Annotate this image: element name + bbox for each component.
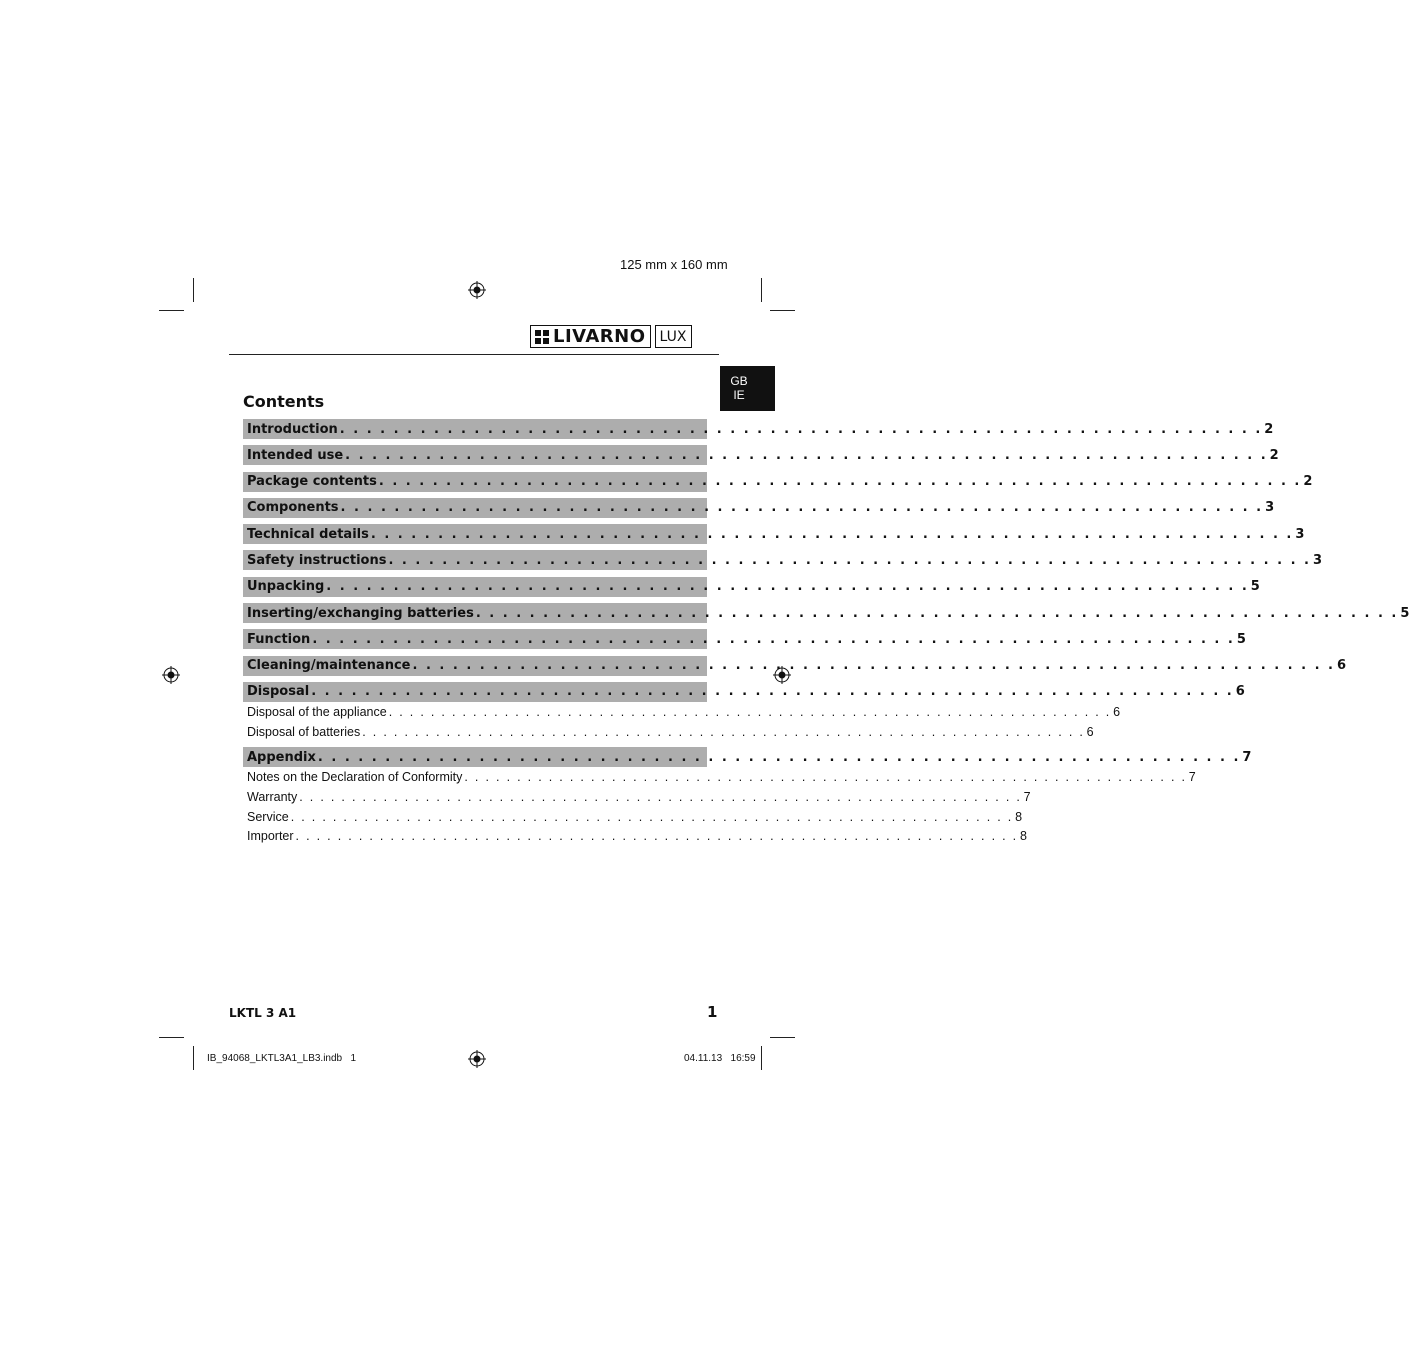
toc-subentry[interactable] bbox=[243, 767, 1196, 787]
toc-entry-label: Appendix bbox=[247, 749, 316, 765]
lang-code: IE bbox=[733, 388, 745, 402]
logo-text: LIVARNO bbox=[553, 325, 646, 347]
toc-entry-page: 7 bbox=[1242, 749, 1252, 765]
toc-entry[interactable] bbox=[243, 419, 1274, 439]
toc-entry[interactable] bbox=[243, 656, 1347, 676]
toc-leader-dots: . . . . . . . . . . . . . . . . . . . . . . . . . . . . . . . . . . . . . . . . . . . . . . . . . . . . . . . . . . . . . . . . . . . . . bbox=[388, 704, 1112, 719]
toc-entry-label: Disposal bbox=[247, 684, 310, 700]
toc-subentry-label: Disposal of the appliance bbox=[247, 704, 387, 719]
toc-entry-label: Inserting/exchanging batteries bbox=[247, 605, 474, 621]
toc-subentry-page: 7 bbox=[1023, 789, 1031, 804]
table-of-contents bbox=[243, 419, 1410, 852]
toc-leader-dots: . . . . . . . . . . . . . . . . . . . . . . . . . . . . . . . . . . . . . . . . . . . . . . . . . . . . . . . . . . . . . . . . . . . . . bbox=[362, 724, 1085, 739]
toc-subentry-page: 8 bbox=[1019, 829, 1027, 844]
toc-title: Contents bbox=[243, 392, 325, 411]
toc-leader-dots: . . . . . . . . . . . . . . . . . . . . . . . . . . . . . . . . . . . . . . . . . . . . . . . . . . . . . . . . . . . . . . . . . . . . . bbox=[326, 579, 1249, 595]
crop-mark bbox=[159, 310, 184, 311]
registration-mark-icon bbox=[162, 666, 180, 684]
toc-entry[interactable] bbox=[243, 629, 1246, 649]
registration-mark-icon bbox=[468, 1050, 486, 1068]
toc-leader-dots: . . . . . . . . . . . . . . . . . . . . . . . . . . . . . . . . . . . . . . . . . . . . . . . . . . . . . . . . . . . . . . . . . . . . . bbox=[388, 552, 1311, 568]
toc-entry-label: Safety instructions bbox=[247, 552, 387, 568]
toc-entry-label: Cleaning/maintenance bbox=[247, 658, 411, 674]
toc-subentry-page: 6 bbox=[1086, 724, 1094, 739]
toc-entry-page: 2 bbox=[1269, 447, 1279, 463]
lang-code: GB bbox=[730, 374, 748, 388]
toc-leader-dots: . . . . . . . . . . . . . . . . . . . . . . . . . . . . . . . . . . . . . . . . . . . . . . . . . . . . . . . . . . . . . . . . . . . . . bbox=[345, 447, 1268, 463]
header-rule bbox=[229, 354, 719, 355]
toc-entry-page: 5 bbox=[1250, 579, 1260, 595]
toc-leader-dots: . . . . . . . . . . . . . . . . . . . . . . . . . . . . . . . . . . . . . . . . . . . . . . . . . . . . . . . . . . . . . . . . . . . . . bbox=[464, 770, 1187, 785]
print-slug-date: 04.11.13 16:59 bbox=[684, 1053, 756, 1064]
print-slug-file: IB_94068_LKTL3A1_LB3.indb 1 bbox=[207, 1053, 357, 1064]
crop-mark bbox=[193, 1046, 194, 1070]
toc-leader-dots: . . . . . . . . . . . . . . . . . . . . . . . . . . . . . . . . . . . . . . . . . . . . . . . . . . . . . . . . . . . . . . . . . . . . . bbox=[340, 500, 1264, 516]
toc-entry-page: 5 bbox=[1400, 605, 1410, 621]
toc-entry[interactable] bbox=[243, 445, 1279, 465]
toc-subentry-page: 6 bbox=[1113, 704, 1121, 719]
toc-entry-page: 2 bbox=[1264, 421, 1274, 437]
toc-entry-label: Technical details bbox=[247, 526, 369, 542]
toc-entry-page: 2 bbox=[1303, 474, 1313, 490]
toc-entry[interactable] bbox=[243, 550, 1323, 570]
format-size-note: 125 mm x 160 mm bbox=[620, 257, 728, 272]
toc-leader-dots: . . . . . . . . . . . . . . . . . . . . . . . . . . . . . . . . . . . . . . . . . . . . . . . . . . . . . . . . . . . . . . . . . . . . . bbox=[290, 809, 1014, 824]
toc-entry-page: 5 bbox=[1236, 631, 1246, 647]
toc-subentry-page: 8 bbox=[1015, 809, 1023, 824]
toc-entry-label: Intended use bbox=[247, 447, 344, 463]
toc-entry[interactable] bbox=[243, 498, 1275, 518]
toc-subentry-label: Disposal of batteries bbox=[247, 724, 361, 739]
toc-leader-dots: . . . . . . . . . . . . . . . . . . . . . . . . . . . . . . . . . . . . . . . . . . . . . . . . . . . . . . . . . . . . . . . . . . . . . bbox=[312, 631, 1235, 647]
toc-leader-dots: . . . . . . . . . . . . . . . . . . . . . . . . . . . . . . . . . . . . . . . . . . . . . . . . . . . . . . . . . . . . . . . . . . . . . bbox=[412, 658, 1335, 674]
model-number: LKTL 3 A1 bbox=[229, 1006, 297, 1020]
toc-subentry-label: Importer bbox=[247, 829, 294, 844]
crop-mark bbox=[193, 278, 194, 302]
toc-entry-page: 6 bbox=[1235, 684, 1245, 700]
toc-entry-label: Components bbox=[247, 500, 339, 516]
toc-subentry[interactable] bbox=[243, 826, 1027, 846]
toc-subentry-page: 7 bbox=[1188, 770, 1196, 785]
brand-logo bbox=[530, 325, 692, 349]
toc-subentry-label: Notes on the Declaration of Conformity bbox=[247, 770, 463, 785]
crop-mark bbox=[159, 1037, 184, 1038]
registration-mark-icon bbox=[468, 281, 486, 299]
crop-mark bbox=[770, 310, 795, 311]
toc-leader-dots: . . . . . . . . . . . . . . . . . . . . . . . . . . . . . . . . . . . . . . . . . . . . . . . . . . . . . . . . . . . . . . . . . . . . . bbox=[475, 605, 1399, 621]
toc-entry-page: 6 bbox=[1337, 658, 1347, 674]
logo-lux: LUX bbox=[655, 325, 692, 348]
toc-leader-dots: . . . . . . . . . . . . . . . . . . . . . . . . . . . . . . . . . . . . . . . . . . . . . . . . . . . . . . . . . . . . . . . . . . . . . bbox=[378, 474, 1302, 490]
toc-entry-page: 3 bbox=[1265, 500, 1275, 516]
toc-entry[interactable] bbox=[243, 472, 1313, 492]
toc-entry-label: Unpacking bbox=[247, 579, 325, 595]
toc-leader-dots: . . . . . . . . . . . . . . . . . . . . . . . . . . . . . . . . . . . . . . . . . . . . . . . . . . . . . . . . . . . . . . . . . . . . . bbox=[295, 829, 1018, 844]
toc-entry[interactable] bbox=[243, 577, 1260, 597]
toc-entry[interactable] bbox=[243, 682, 1245, 702]
toc-leader-dots: . . . . . . . . . . . . . . . . . . . . . . . . . . . . . . . . . . . . . . . . . . . . . . . . . . . . . . . . . . . . . . . . . . . . . bbox=[311, 684, 1234, 700]
toc-entry-page: 3 bbox=[1312, 552, 1323, 568]
toc-leader-dots: . . . . . . . . . . . . . . . . . . . . . . . . . . . . . . . . . . . . . . . . . . . . . . . . . . . . . . . . . . . . . . . . . . . . . bbox=[370, 526, 1294, 542]
crop-mark bbox=[761, 1046, 762, 1070]
toc-subentry[interactable] bbox=[243, 722, 1094, 742]
toc-subentry[interactable] bbox=[243, 807, 1023, 827]
toc-leader-dots: . . . . . . . . . . . . . . . . . . . . . . . . . . . . . . . . . . . . . . . . . . . . . . . . . . . . . . . . . . . . . . . . . . . . . bbox=[299, 789, 1022, 804]
crop-mark bbox=[761, 278, 762, 302]
toc-entry-page: 3 bbox=[1295, 526, 1305, 542]
toc-entry[interactable] bbox=[243, 524, 1305, 544]
toc-entry-label: Function bbox=[247, 631, 311, 647]
toc-subentry-label: Service bbox=[247, 809, 289, 824]
language-tab bbox=[720, 366, 775, 411]
toc-leader-dots: . . . . . . . . . . . . . . . . . . . . . . . . . . . . . . . . . . . . . . . . . . . . . . . . . . . . . . . . . . . . . . . . . . . . . bbox=[317, 749, 1241, 765]
logo-squares-icon bbox=[535, 330, 549, 344]
toc-entry[interactable] bbox=[243, 747, 1252, 767]
toc-entry[interactable] bbox=[243, 603, 1410, 623]
page-number: 1 bbox=[707, 1003, 718, 1021]
toc-subentry[interactable] bbox=[243, 787, 1031, 807]
toc-entry-label: Package contents bbox=[247, 474, 377, 490]
crop-mark bbox=[770, 1037, 795, 1038]
toc-leader-dots: . . . . . . . . . . . . . . . . . . . . . . . . . . . . . . . . . . . . . . . . . . . . . . . . . . . . . . . . . . . . . . . . . . . . . bbox=[339, 421, 1263, 437]
toc-entry-label: Introduction bbox=[247, 421, 338, 437]
toc-subentry-label: Warranty bbox=[247, 789, 298, 804]
toc-subentry[interactable] bbox=[243, 702, 1121, 722]
